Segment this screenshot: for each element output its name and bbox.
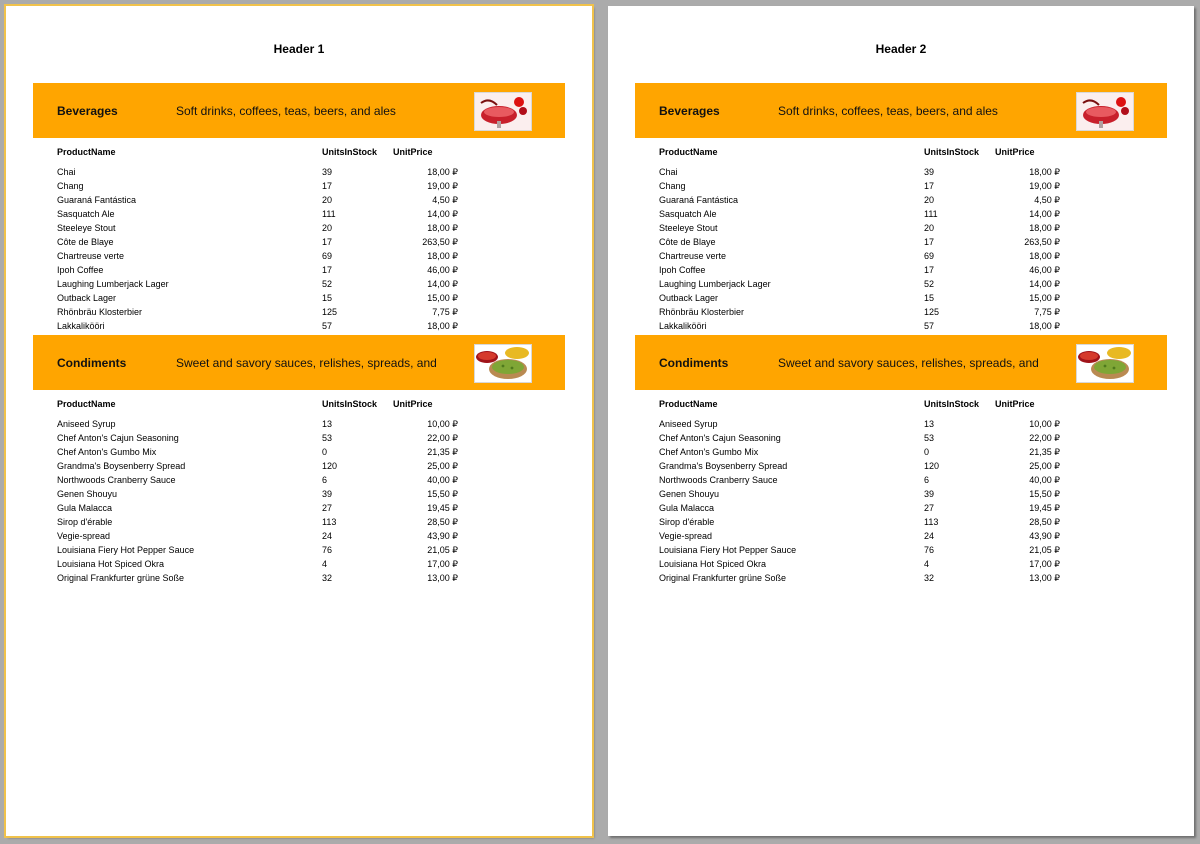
table-row [6,418,592,432]
product-name-cell: Aniseed Syrup [57,419,116,429]
table-row [608,418,1194,432]
table-row [608,516,1194,530]
units-in-stock-cell: 20 [924,223,935,233]
unit-price-cell: 10,00 ₽ [427,419,458,429]
units-in-stock-cell: 111 [322,209,336,219]
table-row [608,558,1194,572]
product-name-cell: Grandma's Boysenberry Spread [57,461,186,471]
unit-price-cell: 18,00 ₽ [427,321,458,331]
product-name-cell: Steeleye Stout [659,223,718,233]
unit-price-cell: 13,00 ₽ [427,573,458,583]
unit-price-cell: 28,50 ₽ [1029,517,1060,527]
unit-price-cell: 18,00 ₽ [1029,223,1060,233]
unit-price-cell: 19,45 ₽ [427,503,458,513]
unit-price-cell: 21,05 ₽ [1029,545,1060,555]
unit-price-cell: 7,75 ₽ [432,307,458,317]
product-name-cell: Côte de Blaye [659,237,716,247]
product-name-cell: Guaraná Fantástica [659,195,739,205]
unit-price-cell: 43,90 ₽ [1029,531,1060,541]
units-in-stock-cell: 57 [924,321,935,331]
unit-price-cell: 18,00 ₽ [427,251,458,261]
unit-price-cell: 22,00 ₽ [1029,433,1060,443]
table-row [608,460,1194,474]
units-in-stock-cell: 113 [322,517,337,527]
product-name-cell: Rhönbräu Klosterbier [659,307,745,317]
product-name-cell: Steeleye Stout [57,223,116,233]
category-description: Sweet and savory sauces, relishes, spreads, and [176,356,437,370]
product-name-cell: Sirop d'érable [57,517,113,527]
units-in-stock-cell: 32 [924,573,935,583]
product-name-cell: Chang [57,181,84,191]
table-row [6,502,592,516]
table-row [608,250,1194,264]
unit-price-cell: 46,00 ₽ [427,265,458,275]
table-row [608,488,1194,502]
page-header-title: Header 1 [273,42,325,56]
product-name-cell: Ipoh Coffee [57,265,104,275]
units-in-stock-cell: 53 [322,433,333,443]
unit-price-cell: 263,50 ₽ [422,237,458,247]
product-name-cell: Louisiana Fiery Hot Pepper Sauce [57,545,195,555]
units-in-stock-cell: 52 [322,279,333,289]
units-in-stock-cell: 24 [924,531,935,541]
product-name-cell: Côte de Blaye [57,237,114,247]
units-in-stock-cell: 20 [322,195,333,205]
table-row [608,306,1194,320]
table-row [6,544,592,558]
column-header-product-name: ProductName [659,399,718,409]
unit-price-cell: 4,50 ₽ [432,195,458,205]
product-name-cell: Vegie-spread [659,531,713,541]
units-in-stock-cell: 32 [322,573,333,583]
unit-price-cell: 14,00 ₽ [1029,209,1060,219]
units-in-stock-cell: 39 [322,167,333,177]
units-in-stock-cell: 76 [924,545,935,555]
category-description: Sweet and savory sauces, relishes, spreads, and [778,356,1039,370]
unit-price-cell: 263,50 ₽ [1024,237,1060,247]
unit-price-cell: 28,50 ₽ [427,517,458,527]
units-in-stock-cell: 111 [924,209,938,219]
table-row [608,180,1194,194]
product-name-cell: Genen Shouyu [57,489,118,499]
table-row [608,194,1194,208]
unit-price-cell: 4,50 ₽ [1034,195,1060,205]
beverage-photo-icon [474,92,532,131]
product-name-cell: Chartreuse verte [57,251,125,261]
table-row [6,558,592,572]
table-row [6,180,592,194]
table-row [6,236,592,250]
units-in-stock-cell: 39 [924,489,935,499]
table-row [6,572,592,586]
units-in-stock-cell: 69 [322,251,333,261]
product-name-cell: Rhönbräu Klosterbier [57,307,143,317]
units-in-stock-cell: 53 [924,433,935,443]
units-in-stock-cell: 0 [924,447,930,457]
units-in-stock-cell: 113 [924,517,939,527]
units-in-stock-cell: 39 [924,167,935,177]
table-row [6,166,592,180]
unit-price-cell: 40,00 ₽ [1029,475,1060,485]
units-in-stock-cell: 17 [322,237,333,247]
unit-price-cell: 46,00 ₽ [1029,265,1060,275]
product-name-cell: Outback Lager [659,293,719,303]
product-name-cell: Sirop d'érable [659,517,715,527]
table-row [608,320,1194,334]
units-in-stock-cell: 17 [322,265,333,275]
category-name: Condiments [57,356,127,370]
unit-price-cell: 15,50 ₽ [427,489,458,499]
table-row [6,488,592,502]
product-name-cell: Northwoods Cranberry Sauce [659,475,778,485]
unit-price-cell: 43,90 ₽ [427,531,458,541]
product-name-cell: Gula Malacca [659,503,715,513]
product-name-cell: Chef Anton's Gumbo Mix [659,447,759,457]
table-row [608,502,1194,516]
unit-price-cell: 17,00 ₽ [1029,559,1060,569]
units-in-stock-cell: 20 [322,223,333,233]
unit-price-cell: 15,00 ₽ [427,293,458,303]
report-page-1[interactable] [6,6,592,836]
category-band-beverages [635,83,1167,138]
units-in-stock-cell: 6 [924,475,930,485]
condiments-photo-icon [474,344,532,383]
product-name-cell: Chef Anton's Cajun Seasoning [57,433,179,443]
units-in-stock-cell: 39 [322,489,333,499]
category-name: Beverages [57,104,118,118]
table-row [608,292,1194,306]
table-row [6,320,592,334]
product-name-cell: Northwoods Cranberry Sauce [57,475,176,485]
product-name-cell: Vegie-spread [57,531,111,541]
units-in-stock-cell: 13 [322,419,333,429]
units-in-stock-cell: 27 [322,503,333,513]
column-header-units-in-stock: UnitsInStock [322,399,378,409]
units-in-stock-cell: 120 [322,461,338,471]
product-name-cell: Chang [659,181,686,191]
unit-price-cell: 19,45 ₽ [1029,503,1060,513]
units-in-stock-cell: 24 [322,531,333,541]
table-row [6,530,592,544]
product-name-cell: Aniseed Syrup [659,419,718,429]
unit-price-cell: 18,00 ₽ [1029,321,1060,331]
unit-price-cell: 15,00 ₽ [1029,293,1060,303]
beverage-photo-icon [1076,92,1134,131]
unit-price-cell: 18,00 ₽ [1029,251,1060,261]
units-in-stock-cell: 15 [322,293,333,303]
product-name-cell: Guaraná Fantástica [57,195,137,205]
table-row [608,432,1194,446]
product-name-cell: Original Frankfurter grüne Soße [659,573,787,583]
table-row [608,446,1194,460]
units-in-stock-cell: 120 [924,461,940,471]
table-row [608,222,1194,236]
unit-price-cell: 21,05 ₽ [427,545,458,555]
unit-price-cell: 14,00 ₽ [427,209,458,219]
unit-price-cell: 7,75 ₽ [1034,307,1060,317]
column-header-unit-price: UnitPrice [393,399,433,409]
units-in-stock-cell: 125 [322,307,338,317]
units-in-stock-cell: 4 [924,559,930,569]
product-name-cell: Lakkalikööri [57,321,105,331]
category-description: Soft drinks, coffees, teas, beers, and ales [778,104,998,118]
product-name-cell: Grandma's Boysenberry Spread [659,461,788,471]
units-in-stock-cell: 20 [924,195,935,205]
table-row [6,446,592,460]
table-row [6,306,592,320]
unit-price-cell: 18,00 ₽ [427,223,458,233]
product-name-cell: Chef Anton's Cajun Seasoning [659,433,781,443]
product-name-cell: Chai [57,167,76,177]
column-header-units-in-stock: UnitsInStock [924,399,980,409]
category-band-condiments [635,335,1167,390]
product-name-cell: Laughing Lumberjack Lager [659,279,771,289]
units-in-stock-cell: 17 [924,181,935,191]
product-name-cell: Louisiana Hot Spiced Okra [57,559,165,569]
table-row [6,264,592,278]
table-row [6,278,592,292]
units-in-stock-cell: 17 [924,237,935,247]
units-in-stock-cell: 4 [322,559,328,569]
product-name-cell: Outback Lager [57,293,117,303]
column-header-unit-price: UnitPrice [995,399,1035,409]
units-in-stock-cell: 52 [924,279,935,289]
column-header-unit-price: UnitPrice [995,147,1035,157]
category-name: Beverages [659,104,720,118]
table-row [6,460,592,474]
table-row [608,236,1194,250]
category-description: Soft drinks, coffees, teas, beers, and ales [176,104,396,118]
product-name-cell: Chai [659,167,678,177]
column-header-product-name: ProductName [659,147,718,157]
units-in-stock-cell: 57 [322,321,333,331]
table-row [6,292,592,306]
units-in-stock-cell: 17 [924,265,935,275]
product-table-condiments [6,418,592,586]
units-in-stock-cell: 15 [924,293,935,303]
product-name-cell: Louisiana Fiery Hot Pepper Sauce [659,545,797,555]
units-in-stock-cell: 6 [322,475,328,485]
product-name-cell: Genen Shouyu [659,489,720,499]
unit-price-cell: 22,00 ₽ [427,433,458,443]
column-header-product-name: ProductName [57,147,116,157]
units-in-stock-cell: 13 [924,419,935,429]
table-row [608,166,1194,180]
table-row [6,250,592,264]
category-name: Condiments [659,356,729,370]
column-header-units-in-stock: UnitsInStock [322,147,378,157]
product-name-cell: Ipoh Coffee [659,265,706,275]
units-in-stock-cell: 76 [322,545,333,555]
product-name-cell: Chartreuse verte [659,251,727,261]
report-page-2[interactable] [608,6,1194,836]
unit-price-cell: 10,00 ₽ [1029,419,1060,429]
unit-price-cell: 13,00 ₽ [1029,573,1060,583]
table-row [608,474,1194,488]
unit-price-cell: 19,00 ₽ [1029,181,1060,191]
category-band-condiments [33,335,565,390]
product-name-cell: Gula Malacca [57,503,113,513]
table-row [608,572,1194,586]
unit-price-cell: 19,00 ₽ [427,181,458,191]
unit-price-cell: 21,35 ₽ [427,447,458,457]
units-in-stock-cell: 27 [924,503,935,513]
product-name-cell: Laughing Lumberjack Lager [57,279,169,289]
product-table-beverages [6,166,592,334]
table-row [608,544,1194,558]
units-in-stock-cell: 0 [322,447,328,457]
unit-price-cell: 15,50 ₽ [1029,489,1060,499]
product-name-cell: Chef Anton's Gumbo Mix [57,447,157,457]
product-name-cell: Sasquatch Ale [57,209,115,219]
column-header-unit-price: UnitPrice [393,147,433,157]
table-row [608,264,1194,278]
table-row [6,474,592,488]
product-table-beverages [608,166,1194,334]
unit-price-cell: 21,35 ₽ [1029,447,1060,457]
units-in-stock-cell: 69 [924,251,935,261]
unit-price-cell: 17,00 ₽ [427,559,458,569]
unit-price-cell: 25,00 ₽ [427,461,458,471]
table-row [608,530,1194,544]
units-in-stock-cell: 17 [322,181,333,191]
table-row [608,278,1194,292]
table-row [6,208,592,222]
product-table-condiments [608,418,1194,586]
product-name-cell: Sasquatch Ale [659,209,717,219]
table-row [6,432,592,446]
unit-price-cell: 18,00 ₽ [427,167,458,177]
unit-price-cell: 14,00 ₽ [427,279,458,289]
product-name-cell: Louisiana Hot Spiced Okra [659,559,767,569]
column-header-units-in-stock: UnitsInStock [924,147,980,157]
column-header-product-name: ProductName [57,399,116,409]
category-band-beverages [33,83,565,138]
table-row [6,194,592,208]
unit-price-cell: 40,00 ₽ [427,475,458,485]
condiments-photo-icon [1076,344,1134,383]
units-in-stock-cell: 125 [924,307,940,317]
table-row [6,222,592,236]
table-row [6,516,592,530]
unit-price-cell: 14,00 ₽ [1029,279,1060,289]
product-name-cell: Original Frankfurter grüne Soße [57,573,185,583]
table-row [608,208,1194,222]
unit-price-cell: 18,00 ₽ [1029,167,1060,177]
page-header-title: Header 2 [875,42,927,56]
product-name-cell: Lakkalikööri [659,321,707,331]
unit-price-cell: 25,00 ₽ [1029,461,1060,471]
